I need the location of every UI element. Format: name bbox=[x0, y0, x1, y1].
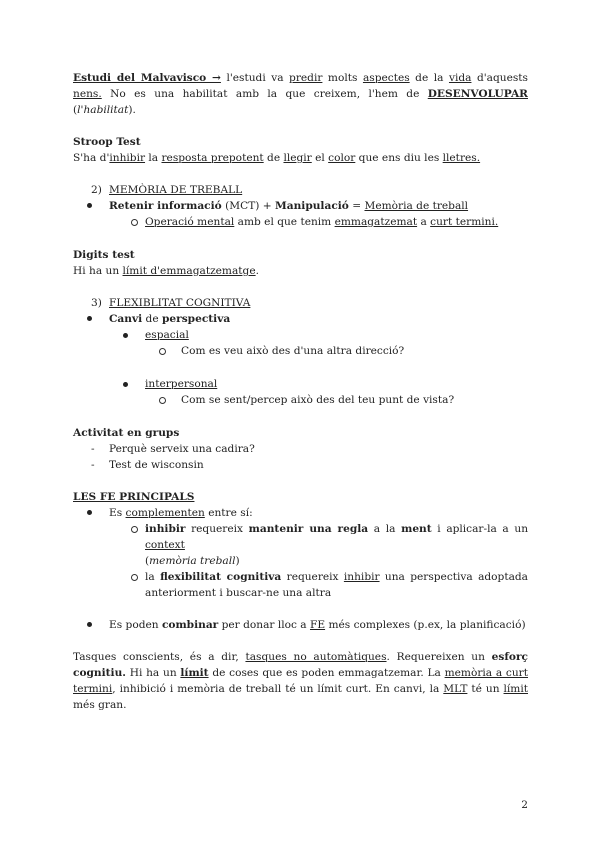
text: a la bbox=[368, 523, 402, 535]
list-item bbox=[123, 376, 528, 392]
text: ). bbox=[128, 104, 136, 116]
intro-heading: Estudi del Malvavisco → bbox=[73, 72, 221, 84]
bullet-icon bbox=[73, 505, 109, 521]
tasques-paragraph bbox=[73, 649, 528, 713]
text: per donar lloc a bbox=[218, 619, 310, 631]
text: límit bbox=[180, 667, 209, 679]
text: límit d'emmagatzematge bbox=[122, 265, 256, 277]
text: S'ha d' bbox=[73, 152, 110, 164]
intro-paragraph bbox=[73, 70, 528, 118]
stroop-heading: Stroop Test bbox=[73, 136, 141, 148]
text: la bbox=[145, 571, 161, 583]
text: flexibilitat cognitiva bbox=[160, 571, 282, 583]
text: la bbox=[145, 152, 162, 164]
text: esforç cognitiu. bbox=[73, 651, 528, 679]
list-item bbox=[73, 198, 528, 214]
text: FE bbox=[309, 619, 326, 631]
text: No es una habilitat amb la que creixem, l'hem de bbox=[101, 88, 428, 100]
text: amb el que tenim bbox=[234, 216, 335, 228]
text: Operació mental bbox=[145, 216, 235, 228]
stroop-paragraph bbox=[73, 150, 528, 166]
text: memòria treball bbox=[149, 555, 236, 567]
text: Manipulació bbox=[275, 200, 349, 212]
text: ment bbox=[401, 523, 432, 535]
text: Perquè serveix una cadira? bbox=[109, 443, 255, 455]
text: tasques no automàtiques bbox=[245, 651, 387, 663]
text: i aplicar-la a un bbox=[431, 523, 529, 535]
text: nens. bbox=[73, 88, 102, 100]
text: el bbox=[311, 152, 329, 164]
text: més complexes (p.ex, la planificació) bbox=[325, 619, 526, 631]
circle-bullet-icon bbox=[109, 214, 145, 231]
text: de bbox=[142, 313, 162, 325]
text: que ens diu les bbox=[355, 152, 443, 164]
text: Tasques conscients, és a dir, bbox=[73, 651, 246, 663]
list-item bbox=[73, 617, 528, 633]
text: una perspectiva adoptada anteriorment i buscar-ne una altra bbox=[145, 571, 528, 599]
text: , inhibició i memòria de treball té un límit curt. En canvi, la bbox=[112, 683, 444, 695]
bullet-icon bbox=[73, 311, 109, 327]
text: curt termini. bbox=[430, 216, 499, 228]
bullet-icon bbox=[123, 327, 145, 343]
text: Hi ha un bbox=[125, 667, 181, 679]
text: resposta prepotent bbox=[161, 152, 264, 164]
text: Es poden bbox=[109, 619, 162, 631]
text: Com es veu això des d'una altra direcció? bbox=[181, 345, 405, 357]
text: molts bbox=[322, 72, 363, 84]
text: Es bbox=[109, 507, 126, 519]
text: memòria a curt termini bbox=[73, 667, 528, 695]
text: aspectes bbox=[362, 72, 410, 84]
text: inhibir bbox=[343, 571, 380, 583]
text: combinar bbox=[161, 619, 219, 631]
text: a bbox=[417, 216, 431, 228]
text: Retenir informació bbox=[109, 200, 222, 212]
circle-bullet-icon bbox=[159, 343, 181, 360]
text: llegir bbox=[283, 152, 312, 164]
bullet-icon bbox=[123, 376, 145, 392]
list-item bbox=[73, 311, 528, 327]
text: emmagatzemat bbox=[334, 216, 418, 228]
text: Canvi bbox=[109, 313, 143, 325]
grups-heading: Activitat en grups bbox=[73, 427, 180, 439]
text: requereix bbox=[281, 571, 344, 583]
text: MLT bbox=[443, 683, 468, 695]
list-item bbox=[73, 441, 528, 457]
text: FLEXIBLITAT COGNITIVA bbox=[109, 297, 251, 309]
text: context bbox=[145, 539, 185, 551]
text: predir bbox=[289, 72, 323, 84]
list-item bbox=[73, 505, 528, 521]
page-number: 2 bbox=[521, 799, 528, 811]
text: l'habilitat bbox=[77, 104, 129, 116]
text: (MCT) + bbox=[221, 200, 275, 212]
text: inhibir bbox=[109, 152, 146, 164]
text: requereix bbox=[185, 523, 249, 535]
digits-heading: Digits test bbox=[73, 249, 135, 261]
text: color bbox=[328, 152, 356, 164]
fe-heading: LES FE PRINCIPALS bbox=[73, 491, 195, 503]
text: límit bbox=[503, 683, 528, 695]
text: mantenir una regla bbox=[248, 523, 369, 535]
dash-icon: - bbox=[91, 459, 95, 471]
circle-bullet-icon bbox=[109, 521, 145, 538]
list-number: 2) bbox=[91, 184, 102, 196]
circle-bullet-icon bbox=[159, 392, 181, 409]
document-page bbox=[73, 70, 528, 713]
list-item bbox=[109, 214, 528, 231]
text: de coses que es poden emmagatzemar. La bbox=[208, 667, 445, 679]
list-item bbox=[123, 327, 528, 343]
dash-icon: - bbox=[91, 443, 95, 455]
text: vida bbox=[448, 72, 472, 84]
text: DESENVOLUPAR bbox=[427, 88, 528, 100]
text: MEMÒRIA DE TREBALL bbox=[109, 184, 243, 196]
text: Test de wisconsin bbox=[109, 459, 204, 471]
list-item bbox=[159, 392, 528, 409]
text: de la bbox=[409, 72, 449, 84]
bullet-icon bbox=[73, 617, 109, 633]
text: ( bbox=[73, 104, 78, 116]
list-item bbox=[159, 343, 528, 360]
text: més gran. bbox=[73, 699, 127, 711]
text: espacial bbox=[145, 329, 189, 341]
text: Com se sent/percep això des del teu punt de vista? bbox=[181, 394, 455, 406]
text: = bbox=[348, 200, 365, 212]
text: complementen bbox=[125, 507, 205, 519]
text: perspectiva bbox=[161, 313, 231, 325]
text: d'aquests bbox=[471, 72, 528, 84]
text: Hi ha un bbox=[73, 265, 123, 277]
list-item bbox=[109, 569, 528, 601]
text: l'estudi va bbox=[220, 72, 290, 84]
memoria-title bbox=[73, 182, 528, 198]
text: té un bbox=[467, 683, 504, 695]
text: inhibir bbox=[145, 523, 186, 535]
text: de bbox=[263, 152, 284, 164]
list-item bbox=[73, 457, 528, 473]
text: entre sí: bbox=[204, 507, 253, 519]
text: . Requereixen un bbox=[386, 651, 492, 663]
circle-bullet-icon bbox=[109, 569, 145, 586]
bullet-icon bbox=[73, 198, 109, 214]
text: lletres. bbox=[442, 152, 481, 164]
digits-paragraph bbox=[73, 263, 528, 279]
text: interpersonal bbox=[145, 378, 218, 390]
text: . bbox=[255, 265, 259, 277]
text: Memòria de treball bbox=[364, 200, 469, 212]
flex-title bbox=[73, 295, 528, 311]
list-number: 3) bbox=[91, 297, 102, 309]
list-item: inhibir requereix mantenir una regla a la ment i aplicar-la a un context (memòria treball) bbox=[109, 521, 528, 569]
